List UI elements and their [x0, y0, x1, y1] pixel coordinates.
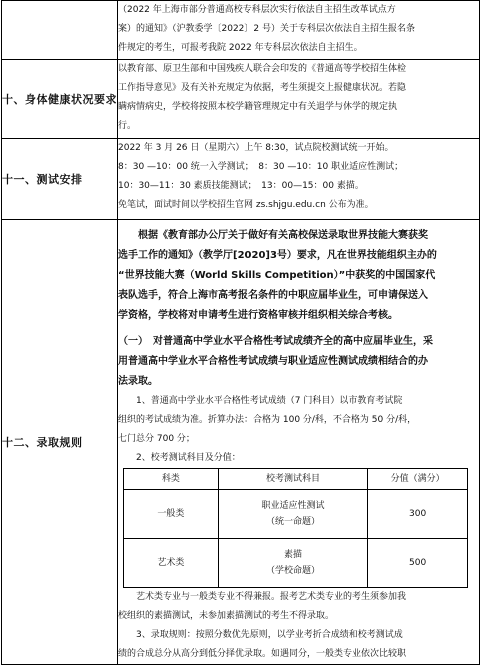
admission-content: 根据《教育部办公厅关于做好有关高校保送录取世界技能大赛获奖 选手工作的通知》（教学厅[2020]3号）要求，凡在世界技能组织主办的 “世界技能大赛（World Skills Competition）”中获奖的中国国家代 表队选手，符合上海市高考报名条件的中职应届毕业生，可申请保送入 学资格，学校将对申请考生进行资格审核并组织相关综合考核。 （一） 对普通高中学业水平合格性考试成绩齐全的高中应届毕业生，采 用普通高中学业水平合格性考试成绩与职业适应性测试成绩相结合的办 法录取。 1、普通高中学业水平合格性考试成绩（7 门科目）以市教育考试院 组织的考试成绩为准。折算办法：合格为 100 分/科，不合格为 50 分/科， 七门总分 700 分； 2、校考测试科目及分值： 科类 校考测试科目 分值（满分） 一般类 职业适应性测试 （统一命题） 300 艺术类 素描 （学校命题） 500 艺术类专业与一般类专业不得兼报。报考艺术类专业的考生须参加我 校组织的素描测试，未参加素描测试的考生不得录取。 3、录取规则：按照分数优先原则，以学业考折合成绩和校考测试成 绩的合成总分从高分到低分择优录取。如遇同分，一般类专业依次比较职	[118, 220, 480, 665]
score-table-row: 艺术类 素描 （学校命题） 500	[124, 539, 468, 588]
row-label-admission: 十二、录取规则	[2, 220, 118, 665]
health-content: 以教育部、原卫生部和中国残疾人联合会印发的《普通高等学校招生体检 工作指导意见》及有关补充规定为依据，考生须提交上报健康状况。若隐 瞒病情病史，学校将按照本校学籍管理规定中有关退学与休学的规定执 行。	[118, 60, 480, 139]
row-label-schedule: 十一、测试安排	[2, 139, 118, 220]
row-label-health: 十、身体健康状况要求	[2, 60, 118, 139]
admission-rules-table	[1, 0, 480, 665]
prev-content: （2022 年上海市部分普通高校专科层次实行依法自主招生改革试点方 案）的通知》（沪教委学〔2022〕2 号）关于专科层次依法自主招生报名条 件规定的考生，可报考我院 2022 年专科层次依法自主招生。	[118, 1, 480, 60]
score-table-row: 一般类 职业适应性测试 （统一命题） 300	[124, 490, 468, 539]
schedule-content: 2022 年 3 月 26 日（星期六）上午 8:30，试点院校测试统一开始。 8：30 —10：00 统一入学测试； 8：30 —10：10 职业适应性测试； 10：30—11：30 素质技能测试； 13：00—15：00 素描。 免笔试，面试时间以学校招生官网 zs.shjgu.edu.cn 公布为准。	[118, 139, 480, 220]
table-row-health	[2, 60, 480, 139]
table-row-admission	[2, 220, 480, 665]
score-table-header: 科类 校考测试科目 分值（满分）	[124, 469, 468, 490]
score-table	[123, 468, 468, 588]
table-row-schedule	[2, 139, 480, 220]
table-row-prev	[2, 1, 480, 60]
